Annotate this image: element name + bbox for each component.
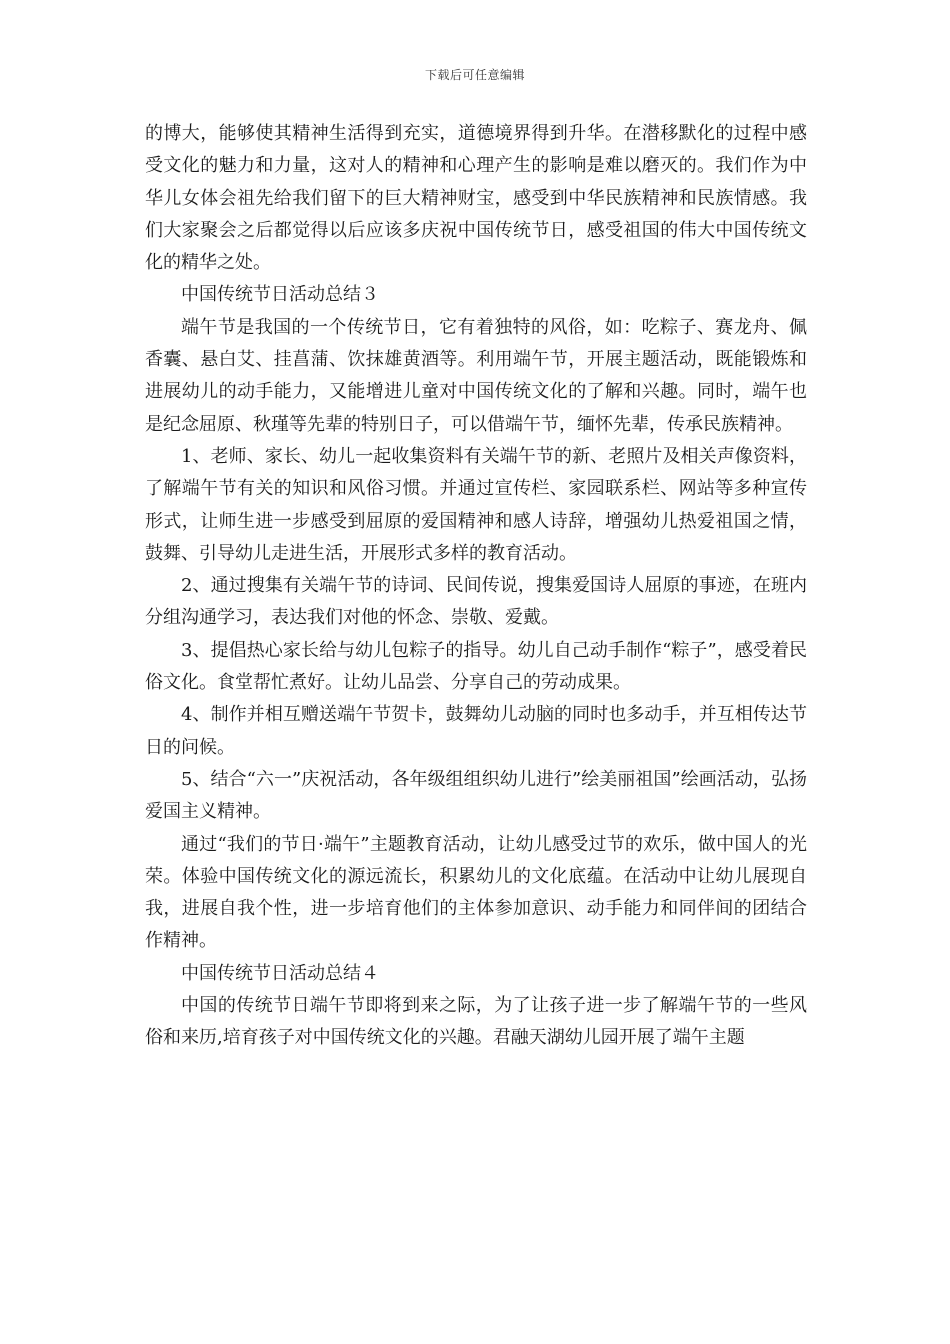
paragraph-4: 中国的传统节日端午节即将到来之际，为了让孩子进一步了解端午节的一些风俗和来历,培育孩子对中国传统文化的兴趣。君融天湖幼儿园开展了端午主题	[145, 995, 807, 1049]
paragraph-3: 通过“我们的节日·端午”主题教育活动，让幼儿感受过节的欢乐，做中国人的光荣。体验中国传统文化的源远流长，积累幼儿的文化底蕴。在活动中让幼儿展现自我，进展自我个性，进一步培育他们的主体参加意识、动手能力和同伴间的团结合作精神。	[145, 833, 807, 952]
section-heading-4: 中国传统节日活动总结４	[181, 962, 379, 984]
list-item-5: 5、结合“六一”庆祝活动，各年级组组织幼儿进行”绘美丽祖国”绘画活动，弘扬爱国主义精神。	[145, 768, 807, 823]
paragraph-2: 端午节是我国的一个传统节日，它有着独特的风俗，如：吃粽子、赛龙舟、佩香囊、悬白艾、挂菖蒲、饮抹雄黄酒等。利用端午节，开展主题活动，既能锻炼和进展幼儿的动手能力，又能增进儿童对中国传统文化的了解和兴趣。同时，端午也是纪念屈原、秋瑾等先辈的特别日子，可以借端午节，缅怀先辈，传承民族精神。	[145, 316, 807, 435]
page-header-note: 下载后可任意编辑	[424, 68, 525, 82]
paragraph-1: 的博大，能够使其精神生活得到充实，道德境界得到升华。在潜移默化的过程中感受文化的魅力和力量，这对人的精神和心理产生的影响是难以磨灭的。我们作为中华儿女体会祖先给我们留下的巨大精神财宝，感受到中华民族精神和民族情感。我们大家聚会之后都觉得以后应该多庆祝中国传统节日，感受祖国的伟大中国传统文化的精华之处。	[145, 123, 807, 274]
list-item-3: 3、提倡热心家长给与幼儿包粽子的指导。幼儿自己动手制作“粽子”，感受着民俗文化。食堂帮忙煮好。让幼儿品尝、分享自己的劳动成果。	[145, 639, 807, 694]
list-item-2: 2、通过搜集有关端午节的诗词、民间传说，搜集爱国诗人屈原的事迹，在班内分组沟通学习，表达我们对他的怀念、崇敬、爱戴。	[145, 575, 807, 629]
list-item-4: 4、制作并相互赠送端午节贺卡，鼓舞幼儿动脑的同时也多动手，并互相传达节日的问候。	[145, 704, 807, 758]
document-body	[145, 118, 807, 1055]
list-item-1: 1、老师、家长、幼儿一起收集资料有关端午节的新、老照片及相关声像资料，了解端午节有关的知识和风俗习惯。并通过宣传栏、家园联系栏、网站等多种宣传形式，让师生进一步感受到屈原的爱国精神和感人诗辞，增强幼儿热爱祖国之情，鼓舞、引导幼儿走进生活，开展形式多样的教育活动。	[145, 445, 807, 564]
section-heading-3: 中国传统节日活动总结３	[181, 284, 379, 306]
